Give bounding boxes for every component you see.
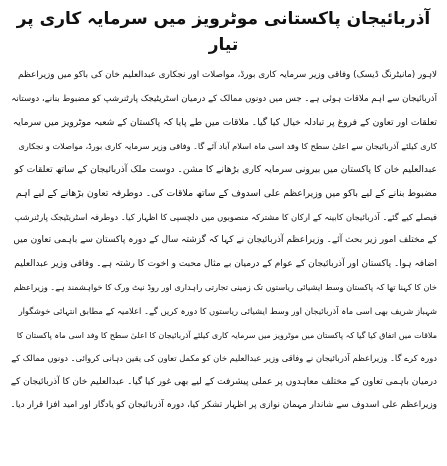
article-body xyxy=(10,64,437,418)
body-line: فیصلے کیے گئے۔ آذربائیجان کابینہ کے ارکان کا مشترکہ منصوبوں میں دلچسپی کا اظہار کیا۔ دوطرفہ اسٹریٹیجک پارٹنرشپ xyxy=(14,211,437,222)
body-line: خان کا کہنا تھا کہ پاکستان وسط ایشیائی ریاستوں تک زمینی تجارتی راہداری اور روڈ نیٹ ورک کا خواہشمند ہے۔ وزیراعظم xyxy=(13,282,437,293)
body-line: لاہور (مانیٹرنگ ڈیسک) وفاقی وزیر سرمایہ کاری بورڈ، مواصلات اور نجکاری عبدالعلیم خان کی باکو میں وزیراعظم xyxy=(17,70,437,80)
body-line: ملاقات میں اتفاق کیا گیا کہ پاکستان میں موٹرویز میں سرمایہ کاری کیلئے آذربائیجان کا اعلیٰ سطح کا وفد اسی ماہ پاکستان کا xyxy=(16,330,437,340)
body-line: تعلقات اور تعاون کے فروغ پر تبادلہ خیال کیا گیا۔ ملاقات میں طے پایا کہ پاکستان کے شعبہ موٹرویز میں سرمایہ xyxy=(12,117,437,129)
body-line: کاری کیلئے آذربائیجان سے اعلیٰ سطح کا وفد اسی ماہ اسلام آباد آئے گا۔ وفاقی وزیر سرمایہ کاری بورڈ، مواصلات و نجکاری xyxy=(18,140,437,151)
article-headline: آذربائیجان پاکستانی موٹرویز میں سرمایہ کاری پر تیار xyxy=(16,9,431,55)
body-line: دورہ کرے گا۔ وزیراعظم آذربائیجان نے وفاقی وزیر عبدالعلیم خان کو مکمل تعاون کی یقین دہانی کروائی۔ دونوں ممالک کے xyxy=(11,353,437,364)
body-line: اضافہ ہوا۔ پاکستان اور آذربائیجان کے عوام کے درمیان بے مثال محبت و اخوت کا رشتہ ہے۔ وفاقی وزیر عبدالعلیم xyxy=(14,258,437,269)
body-line: درمیان باہمی تعاون کے مختلف معاہدوں پر عملی پیشرفت کے لیے بھی غور کیا گیا۔ عبدالعلیم خان کا آذربائیجان کے xyxy=(10,376,437,387)
body-line: وزیراعظم علی اسدوف سے شاندار مہمان نوازی پر اظہار تشکر کیا، دورہ آذربائیجان کو یادگار اور امید افزا قرار دیا۔ xyxy=(10,400,437,411)
body-line: مضبوط بنانے کے لیے باکو میں وزیراعظم علی اسدوف کے ساتھ ملاقات کی۔ دوطرفہ تعاون بڑھانے کے لیے اہم xyxy=(15,187,437,199)
body-line: شہباز شریف بھی اسی ماہ آذربائیجان اور وسط ایشیائی ریاستوں کا دورہ کریں گے۔ اعلامیہ کے مطابق انتہائی خوشگوار xyxy=(18,305,437,316)
body-line: آذربائیجان سے اہم ملاقات ہوئی ہے۔ جس میں دونوں ممالک کے درمیان اسٹریٹیجک پارٹنرشپ کو مضبوط بنانے، دوستانہ xyxy=(11,93,437,104)
body-line: کے مختلف امور زیر بحث آئے۔ وزیراعظم آذربائیجان نے کہا کہ گزشتہ سال کے دورہ پاکستان سے باہمی تعاون میں xyxy=(13,235,437,246)
body-line: عبدالعلیم خان کا پاکستان میں بیرونی سرمایہ کاری بڑھانے کا مشن۔ دوست ملک آذربائیجان کے ساتھ تعلقات کو xyxy=(14,164,437,176)
